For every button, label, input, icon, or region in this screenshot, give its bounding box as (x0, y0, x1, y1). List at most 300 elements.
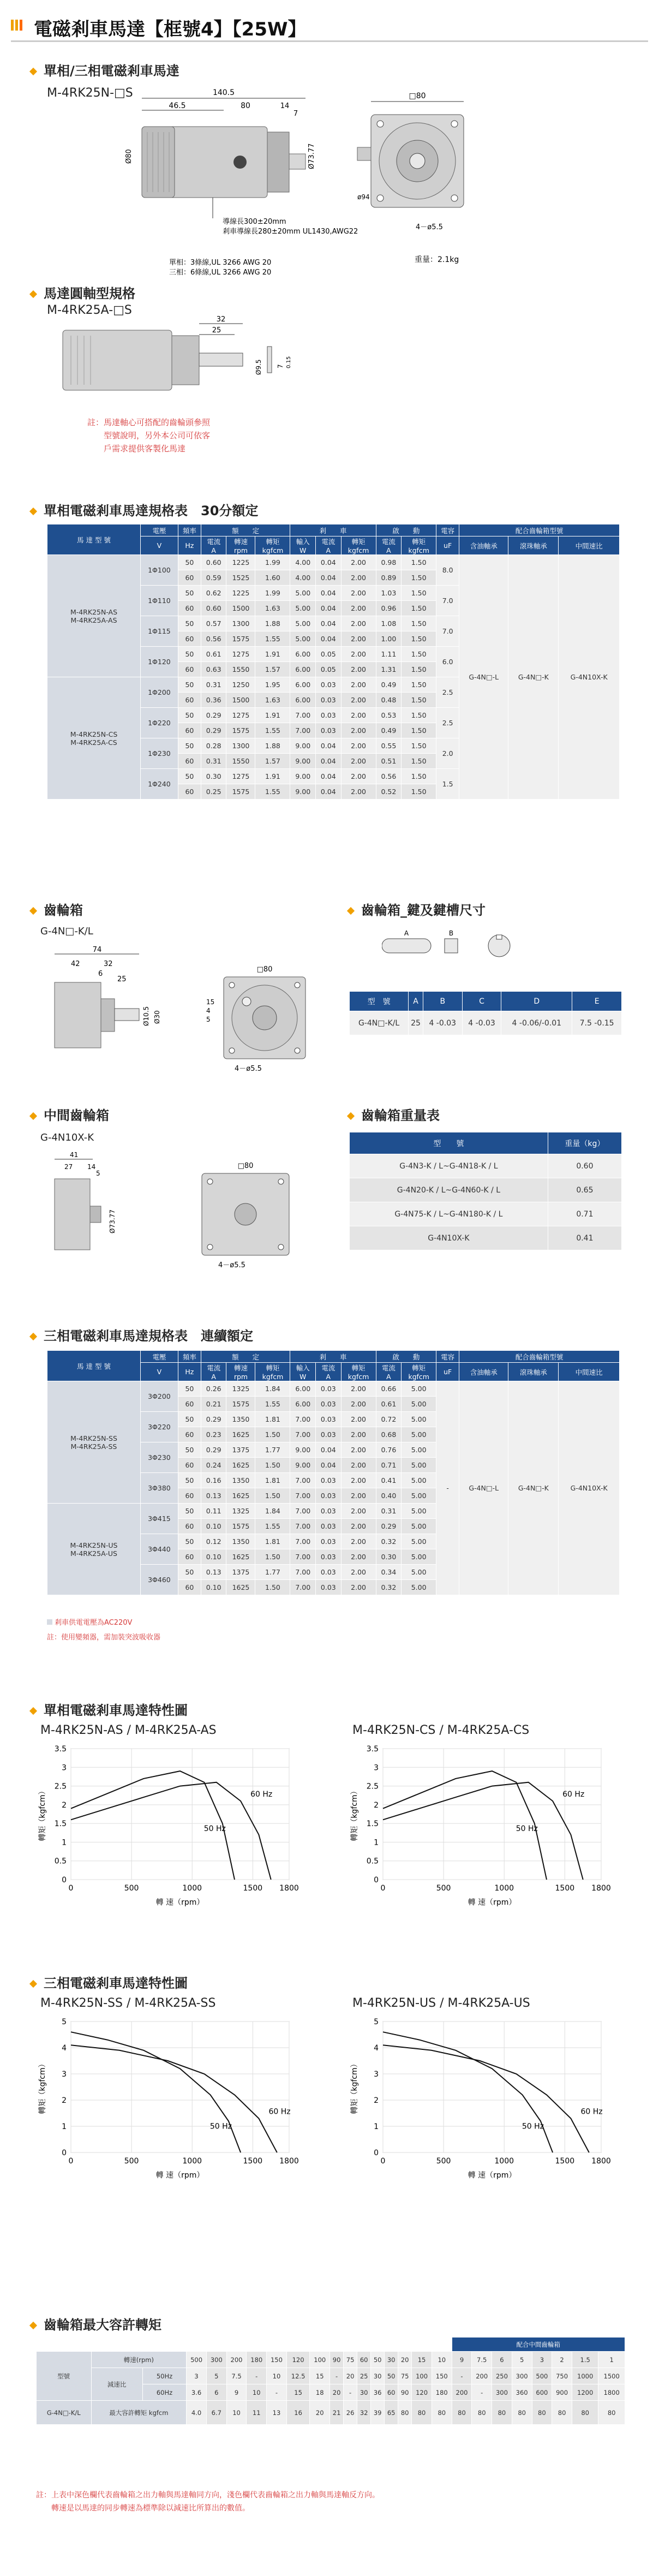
table-cell: 7.00 (290, 723, 316, 738)
table-cell: 60 (178, 1458, 201, 1473)
table-cell: 3Φ220 (141, 1412, 178, 1442)
table-cell: 180 (432, 2384, 452, 2401)
table-cell: 50 (385, 2368, 398, 2384)
table-cell: 0.03 (316, 1397, 342, 1412)
x-tick-label: 1000 (182, 2157, 202, 2166)
y-tick-label: 0.5 (54, 1857, 67, 1866)
table-cell: 2.00 (341, 1427, 376, 1442)
table-cell: 300 (512, 2368, 532, 2384)
table-cell: 2.00 (341, 647, 376, 662)
table-cell: G-4N10X-K (350, 1226, 548, 1250)
table-cell: 7.00 (290, 1580, 316, 1595)
table-cell: 0.04 (316, 586, 342, 601)
table-cell: 360 (512, 2384, 532, 2401)
table-cell: 1.50 (402, 754, 436, 769)
table-cell: 80 (512, 2401, 532, 2425)
series-label: 50 Hz (516, 1824, 538, 1834)
y-tick-label: 2 (374, 1800, 379, 1810)
table-cell: 1225 (226, 555, 255, 570)
curve1-right-label: M-4RK25N-CS / M-4RK25A-CS (352, 1724, 530, 1737)
y-tick-label: 0 (62, 2149, 67, 2157)
table-cell: 1.84 (255, 1504, 290, 1519)
table-cell: 200 (226, 2352, 247, 2368)
section-title-curves2: 三相電磁剎車馬達特性圖 (31, 1972, 188, 1991)
table-cell: 0.04 (316, 769, 342, 784)
table-cell: 1.88 (255, 616, 290, 631)
table-cell: 4 -0.03 (423, 1011, 462, 1035)
table-cell: 65 (385, 2401, 398, 2425)
y-tick-label: 0.5 (366, 1857, 379, 1866)
table-cell: 1.50 (402, 570, 436, 586)
table-cell: 90 (330, 2352, 344, 2368)
x-axis-label: 轉 速（rpm） (468, 2171, 517, 2180)
table-cell: 1Φ200 (141, 677, 178, 708)
model-group-cell: M-4RK25N-CS M-4RK25A-CS (47, 677, 141, 800)
keyway-drawing (382, 928, 524, 966)
table-cell: 2.00 (341, 1565, 376, 1580)
table-cell: G-4N□-L (459, 1381, 508, 1595)
svg-text:剎車導線長280±20mm UL1430,AWG22: 剎車導線長280±20mm UL1430,AWG22 (223, 228, 358, 236)
svg-text:6: 6 (98, 970, 103, 978)
table-cell: 4.00 (290, 570, 316, 586)
table-cell: 1.50 (255, 1458, 290, 1473)
table-row (37, 2368, 625, 2384)
table-cell: 1325 (226, 1381, 255, 1397)
table-cell: 60 (357, 2352, 371, 2368)
table-cell: 1575 (226, 631, 255, 647)
table-cell: 0.04 (316, 616, 342, 631)
table-cell: 12.5 (286, 2368, 310, 2384)
table-cell: 1.99 (255, 555, 290, 570)
y-tick-label: 2 (62, 2096, 67, 2105)
bullet-icon (29, 290, 37, 298)
table-cell: G-4N□-K/L (350, 1011, 409, 1035)
table-cell: 5 (512, 2352, 532, 2368)
table-cell: 80 (598, 2401, 625, 2425)
table-cell: 2.5 (436, 677, 459, 708)
table-cell: 1.55 (255, 1397, 290, 1412)
svg-text:25: 25 (117, 975, 127, 983)
table-cell: 0.03 (316, 1488, 342, 1504)
table-cell: 2.00 (341, 586, 376, 601)
table-cell: 1375 (226, 1442, 255, 1458)
svg-text:□80: □80 (409, 92, 426, 100)
table-cell: 0.68 (376, 1427, 402, 1442)
table-cell: 9.00 (290, 754, 316, 769)
col-gear: 配合齒輪箱型號 (459, 524, 620, 536)
table-cell: 10 (247, 2384, 267, 2401)
bullet-icon (347, 907, 355, 915)
table-cell: 1800 (598, 2384, 625, 2401)
col-voltage: 電壓 (141, 524, 178, 536)
table-cell: 300 (206, 2352, 226, 2368)
table-cell: 0.10 (201, 1580, 226, 1595)
table-cell: 10 (432, 2352, 452, 2368)
table-cell: 7.5 (226, 2368, 247, 2384)
table-cell: 30 (357, 2384, 371, 2401)
table-cell: 0.30 (376, 1549, 402, 1565)
table-cell: 1.91 (255, 647, 290, 662)
table-cell: 1575 (226, 723, 255, 738)
table-cell: 0.60 (201, 555, 226, 570)
table-cell: 7.00 (290, 1504, 316, 1519)
table-cell: 50 (178, 555, 201, 570)
table-cell: 1Φ220 (141, 708, 178, 738)
table-cell: 5.00 (402, 1381, 436, 1397)
table-cell: 0.76 (376, 1442, 402, 1458)
table-cell: 80 (472, 2401, 492, 2425)
table-cell: 0.26 (201, 1381, 226, 1397)
table-cell: 3Φ415 (141, 1504, 178, 1534)
table-cell: 7.00 (290, 1427, 316, 1442)
chart-curve-us (345, 2014, 628, 2194)
table-cell: 4.00 (290, 555, 316, 570)
table-cell: 50 (178, 1534, 201, 1549)
table-cell: 0.13 (201, 1565, 226, 1580)
max-torque-table (36, 2337, 625, 2425)
section-title-spec3: 三相電磁剎車馬達規格表 連續額定 (31, 1325, 253, 1344)
table-cell: 0.60 (548, 1154, 621, 1178)
table-cell: 1Φ230 (141, 738, 178, 769)
table-cell: 2.00 (341, 1534, 376, 1549)
table-cell: G-4N75-K / L~G-4N180-K / L (350, 1202, 548, 1226)
table-cell: 3Φ460 (141, 1565, 178, 1595)
table-cell: 6 (492, 2352, 512, 2368)
curve1-left-label: M-4RK25N-AS / M-4RK25A-AS (40, 1724, 217, 1737)
y-tick-label: 3.5 (366, 1745, 379, 1754)
table-cell: 0.03 (316, 1534, 342, 1549)
table-cell: 0.61 (201, 647, 226, 662)
table-cell: 80 (452, 2401, 472, 2425)
table-cell: 75 (398, 2368, 412, 2384)
table-cell: 1.88 (255, 738, 290, 754)
table-cell: 20 (310, 2401, 330, 2425)
round-shaft-drawing (55, 314, 305, 412)
table-cell: 9.00 (290, 738, 316, 754)
plot-area (383, 2022, 601, 2152)
table-cell: 1325 (226, 1504, 255, 1519)
table-cell: - (344, 2384, 357, 2401)
table-cell: 20 (344, 2368, 357, 2384)
table-cell: 0.31 (201, 754, 226, 769)
table-cell: 1.50 (402, 784, 436, 800)
table-cell: 0.04 (316, 570, 342, 586)
table-cell: 5.00 (290, 586, 316, 601)
svg-text:Ø30: Ø30 (153, 1010, 161, 1024)
bullet-icon (29, 1707, 37, 1715)
table-cell: 1500 (598, 2368, 625, 2384)
table-cell: 1.55 (255, 631, 290, 647)
table-cell: 0.31 (376, 1504, 402, 1519)
y-tick-label: 2 (374, 2096, 379, 2105)
col-model: 馬 達 型 號 (47, 524, 141, 555)
table-cell: 2.00 (341, 601, 376, 616)
table-cell: 0.40 (376, 1488, 402, 1504)
table-cell: 1500 (226, 601, 255, 616)
table-cell: 0.31 (201, 677, 226, 693)
table-cell: 2.00 (341, 1488, 376, 1504)
table-cell: 1625 (226, 1488, 255, 1504)
table-cell: 5.00 (402, 1427, 436, 1442)
table-cell: 60 (178, 723, 201, 738)
x-tick-label: 1800 (591, 1884, 611, 1893)
svg-text:41: 41 (70, 1152, 79, 1159)
table-cell: 100 (412, 2368, 432, 2384)
table-cell: 1Φ120 (141, 647, 178, 677)
table-cell: 5.00 (402, 1412, 436, 1427)
table-cell: 60 (178, 1549, 201, 1565)
table-cell: 1.5 (572, 2352, 598, 2368)
motor-drawing (82, 82, 507, 289)
table-cell: 0.51 (376, 754, 402, 769)
table-cell: 1225 (226, 586, 255, 601)
table-cell: 1625 (226, 1580, 255, 1595)
table-cell: 150 (432, 2368, 452, 2384)
table-cell: 2.00 (341, 1504, 376, 1519)
table-cell: 80 (398, 2401, 412, 2425)
y-tick-label: 3 (374, 1763, 379, 1773)
svg-text:三相：6條線,UL 3266 AWG 20: 三相：6條線,UL 3266 AWG 20 (169, 269, 272, 277)
table-cell: 30 (385, 2352, 398, 2368)
table-cell: 300 (492, 2384, 512, 2401)
svg-text:重量：2.1kg: 重量：2.1kg (415, 255, 459, 264)
table-header-cell: 重量（kg） (548, 1132, 621, 1154)
table-cell: 36 (371, 2384, 385, 2401)
table-cell: 6.7 (206, 2401, 226, 2425)
section-title-weights: 齒輪箱重量表 (348, 1105, 440, 1124)
table-cell: 2.00 (341, 555, 376, 570)
table-cell: 0.13 (201, 1488, 226, 1504)
table-cell: 0.10 (201, 1549, 226, 1565)
table-row (37, 2401, 625, 2425)
curve2-right-label: M-4RK25N-US / M-4RK25A-US (352, 1996, 530, 2010)
table-cell: 32 (357, 2401, 371, 2425)
table-row (350, 1011, 622, 1035)
gearbox-model: G-4N□-K/L (40, 926, 93, 937)
curve2-left-label: M-4RK25N-SS / M-4RK25A-SS (40, 1996, 216, 2010)
table-cell: 6 (206, 2384, 226, 2401)
table-cell: 1.50 (402, 662, 436, 677)
x-tick-label: 0 (68, 2157, 74, 2166)
table-cell: 1275 (226, 708, 255, 723)
table-cell: 5.00 (402, 1397, 436, 1412)
table-cell: 0.04 (316, 555, 342, 570)
table-cell: 60Hz (142, 2384, 186, 2401)
table-cell: 0.16 (201, 1473, 226, 1488)
table-cell: 0.71 (548, 1202, 621, 1226)
table-cell: 0.36 (201, 693, 226, 708)
table-cell: G-4N20-K / L~G-4N60-K / L (350, 1178, 548, 1202)
table-cell: 1.55 (255, 723, 290, 738)
table-cell: 7.00 (290, 1519, 316, 1534)
table-cell: 2.00 (341, 1397, 376, 1412)
table-cell: 1550 (226, 662, 255, 677)
table-cell: 39 (371, 2401, 385, 2425)
table-cell: 0.34 (376, 1565, 402, 1580)
table-cell: 13 (267, 2401, 287, 2425)
section-title-round-shaft: 馬達圓軸型規格 (31, 283, 135, 302)
table-cell: 750 (552, 2368, 572, 2384)
svg-text:Ø9.5: Ø9.5 (255, 359, 262, 375)
x-tick-label: 1000 (494, 2157, 514, 2166)
table-cell: 1.50 (255, 1488, 290, 1504)
col-brake: 剎 車 (290, 524, 376, 536)
table-cell: 3 (532, 2352, 552, 2368)
col-cap: 電容 (436, 524, 459, 536)
table-cell: 1.91 (255, 769, 290, 784)
table-header-cell: 配合中間齒輪箱 (452, 2338, 625, 2352)
svg-text:Ø10.5: Ø10.5 (142, 1006, 150, 1026)
motor-model: M-4RK25N-□S (47, 86, 133, 100)
table-cell: 1.31 (376, 662, 402, 677)
table-cell: 6.00 (290, 677, 316, 693)
table-cell: 1Φ115 (141, 616, 178, 647)
table-cell: 50Hz (142, 2368, 186, 2384)
table-header-cell: E (572, 992, 622, 1011)
y-tick-label: 0 (374, 1876, 379, 1885)
table-header-cell: 型 號 (350, 992, 409, 1011)
table-row (350, 1154, 622, 1178)
svg-text:Ø73.77: Ø73.77 (109, 1209, 116, 1233)
table-cell: 1.63 (255, 601, 290, 616)
table-cell: 0.03 (316, 1580, 342, 1595)
table-header-cell: C (462, 992, 501, 1011)
table-cell: 5.00 (402, 1549, 436, 1565)
svg-text:□80: □80 (256, 965, 273, 974)
table-cell: 最大容許轉矩 kgfcm (91, 2401, 187, 2425)
table-cell: 1.08 (376, 616, 402, 631)
table-cell: 7.00 (290, 1565, 316, 1580)
bullet-icon (29, 907, 37, 915)
y-axis-label: 轉矩（kgfcm） (350, 2060, 359, 2114)
table-row (37, 2352, 625, 2368)
y-tick-label: 4 (62, 2044, 67, 2053)
table-cell: 180 (247, 2352, 267, 2368)
table-cell: 0.29 (201, 708, 226, 723)
table-cell: 1.57 (255, 754, 290, 769)
table-cell: 1.50 (402, 616, 436, 631)
table-cell: 0.98 (376, 555, 402, 570)
table-cell: 50 (178, 1473, 201, 1488)
table-cell: 1.50 (402, 601, 436, 616)
svg-text:ø94: ø94 (357, 193, 370, 201)
page-title: 電磁剎車馬達【框號4】【25W】 (34, 19, 307, 40)
table-cell: 60 (385, 2384, 398, 2401)
table-cell: 200 (472, 2368, 492, 2384)
table-cell: 50 (178, 1504, 201, 1519)
table-cell: 4 -0.03 (462, 1011, 501, 1035)
table-cell: 2.00 (341, 1412, 376, 1427)
table-cell: 1.84 (255, 1381, 290, 1397)
table-cell: 1.50 (402, 677, 436, 693)
table-cell: 20 (398, 2352, 412, 2368)
table-cell: 60 (178, 570, 201, 586)
table-cell: 0.56 (376, 769, 402, 784)
svg-text:46.5: 46.5 (169, 102, 186, 110)
y-tick-label: 4 (374, 2044, 379, 2053)
y-tick-label: 2.5 (366, 1782, 379, 1791)
table-cell: 9.00 (290, 1442, 316, 1458)
spec3-notes: 剎車供電電壓為AC220V 註：使用變頻器，需加裝突波吸收器 (47, 1619, 161, 1642)
table-cell: 2.00 (341, 769, 376, 784)
table-cell: 1.03 (376, 586, 402, 601)
x-tick-label: 1000 (494, 1884, 514, 1893)
gearbox-drawing (44, 944, 338, 1081)
section-title-torque: 齒輪箱最大容許轉矩 (31, 2314, 161, 2333)
x-tick-label: 500 (436, 1884, 451, 1893)
x-axis-label: 轉 速（rpm） (468, 1898, 517, 1907)
table-cell: 1575 (226, 784, 255, 800)
y-tick-label: 3 (374, 2070, 379, 2079)
table-cell: 7.00 (290, 1473, 316, 1488)
bullet-icon (29, 1980, 37, 1988)
table-cell: 50 (178, 616, 201, 631)
table-cell: 0.03 (316, 708, 342, 723)
table-row (350, 1202, 622, 1226)
table-cell: 60 (178, 1519, 201, 1534)
table-header-cell (187, 2338, 452, 2352)
table-cell: 0.11 (201, 1504, 226, 1519)
table-cell: 0.29 (201, 1442, 226, 1458)
table-cell: 1350 (226, 1412, 255, 1427)
table-cell: 0.41 (376, 1473, 402, 1488)
chart-curve-cs (345, 1741, 628, 1921)
svg-text:0.15: 0.15 (286, 356, 292, 368)
table-cell: 2.00 (341, 754, 376, 769)
table-cell: 0.29 (201, 723, 226, 738)
table-cell: - (452, 2368, 472, 2384)
svg-text:15: 15 (206, 998, 215, 1006)
table-cell: 25 (409, 1011, 423, 1035)
table-cell: 50 (178, 647, 201, 662)
table-cell: 5.00 (402, 1442, 436, 1458)
table-cell: 0.04 (316, 784, 342, 800)
table-cell: 7.0 (436, 616, 459, 647)
table-row (47, 555, 620, 570)
chart-curve-ss (33, 2014, 316, 2194)
table-cell: 4 -0.06/-0.01 (501, 1011, 572, 1035)
series-label: 60 Hz (250, 1790, 273, 1799)
table-cell: 1300 (226, 738, 255, 754)
table-cell: 15 (310, 2368, 330, 2384)
table-cell: 60 (178, 784, 201, 800)
table-cell: - (267, 2384, 287, 2401)
table-cell: 0.57 (201, 616, 226, 631)
svg-text:7: 7 (277, 364, 284, 368)
table-cell: 250 (492, 2368, 512, 2384)
table-cell: 500 (532, 2368, 552, 2384)
model-group-cell: M-4RK25N-AS M-4RK25A-AS (47, 555, 141, 677)
table-cell: 0.04 (316, 631, 342, 647)
table-cell: 型號 (37, 2352, 92, 2401)
table-cell: 0.03 (316, 677, 342, 693)
y-tick-label: 2 (62, 1800, 67, 1810)
table-cell: 1275 (226, 647, 255, 662)
torque-notes: 註：上表中深色欄代表齒輪箱之出力軸與馬達軸同方向，淺色欄代表齒輪箱之出力軸與馬達軸反方向。 轉速是以馬達的同步轉速為標準除以減速比所算出的數值。 (36, 2491, 380, 2513)
section-title-gearbox: 齒輪箱 (31, 899, 83, 919)
table-cell: 21 (330, 2401, 344, 2425)
table-cell: 7.00 (290, 1534, 316, 1549)
bullet-icon (347, 1112, 355, 1120)
chart-curve-as (33, 1741, 316, 1921)
table-cell: 2.00 (341, 1519, 376, 1534)
table-cell: 0.21 (201, 1397, 226, 1412)
table-cell: 2.5 (436, 708, 459, 738)
table-cell: 0.03 (316, 1427, 342, 1442)
table-cell: 60 (178, 631, 201, 647)
table-cell: 轉速(rpm) (91, 2352, 187, 2368)
svg-text:4: 4 (206, 1007, 211, 1015)
